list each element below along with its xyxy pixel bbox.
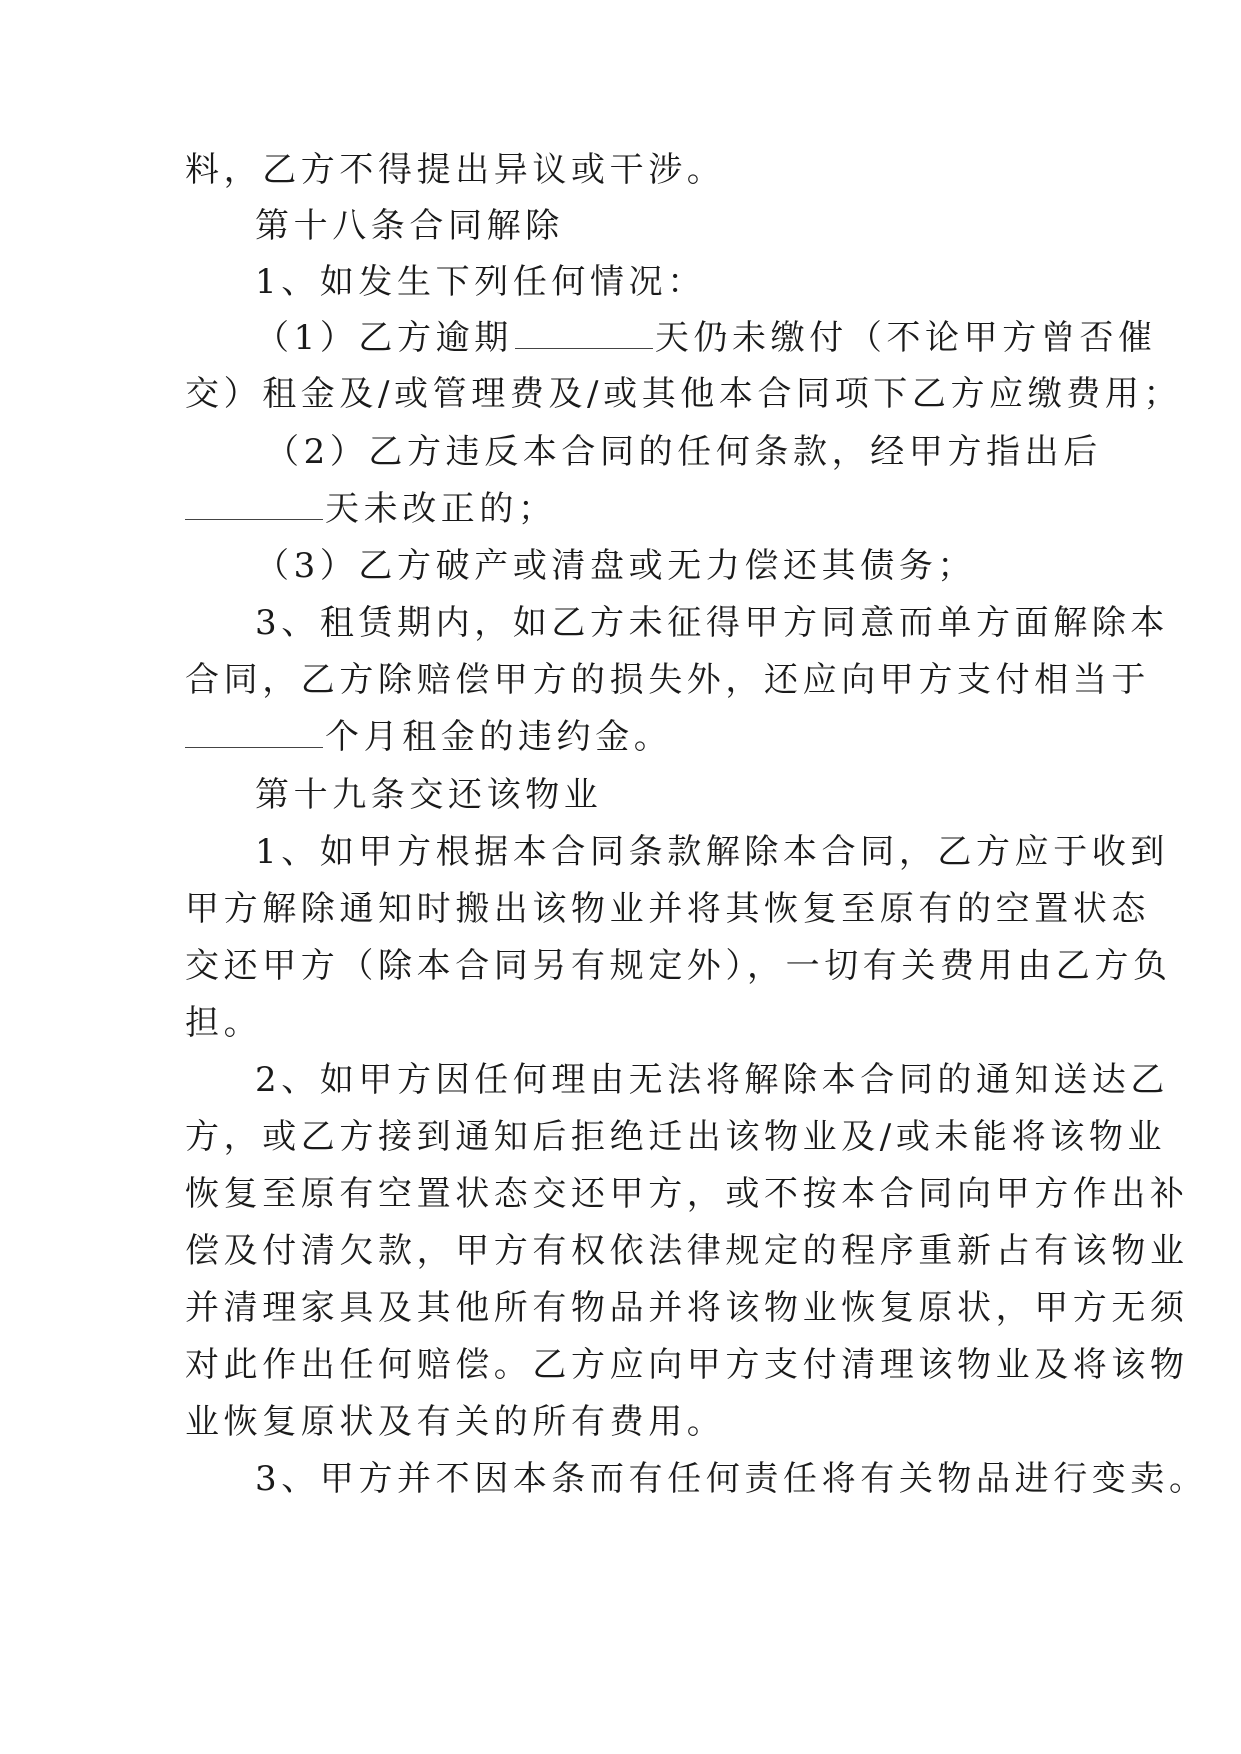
text-line xyxy=(185,1117,1166,1157)
line-text: 方，或乙方接到通知后拒绝迁出该物业及/或未能将该物业 xyxy=(185,1117,1167,1157)
text-line xyxy=(255,262,706,302)
line-text: 3、甲方并不因本条而有任何责任将有关物品进行变卖。 xyxy=(255,1459,1208,1499)
text-line xyxy=(185,889,1150,929)
text-line xyxy=(265,432,1102,472)
text-line xyxy=(185,717,672,757)
text-line xyxy=(185,1288,1189,1328)
line-text: 3、租赁期内，如乙方未征得甲方同意而单方面解除本 xyxy=(255,603,1170,643)
text-line xyxy=(185,374,1182,414)
line-text: 第十九条交还该物业 xyxy=(255,775,603,815)
text-line xyxy=(185,1345,1189,1385)
text-line xyxy=(185,946,1172,986)
line-text: 交）租金及/或管理费及/或其他本合同项下乙方应缴费用； xyxy=(185,374,1183,414)
line-text: 交还甲方（除本合同另有规定外），一切有关费用由乙方负 xyxy=(185,946,1172,986)
line-text: 业恢复原状及有关的所有费用。 xyxy=(185,1402,726,1442)
line-text: 料，乙方不得提出异议或干涉。 xyxy=(185,150,726,190)
line-text: 天仍未缴付（不论甲方曾否催 xyxy=(654,318,1157,358)
line-text: 天未改正的； xyxy=(325,489,557,529)
text-line xyxy=(255,1459,1208,1499)
text-line xyxy=(255,318,1157,358)
line-text: 担。 xyxy=(185,1003,263,1043)
line-text: 1、如发生下列任何情况： xyxy=(255,262,706,302)
line-text: 恢复至原有空置状态交还甲方，或不按本合同向甲方作出补 xyxy=(185,1174,1189,1214)
line-text: 第十八条合同解除 xyxy=(255,206,564,246)
text-line xyxy=(185,150,725,190)
text-line xyxy=(255,603,1169,643)
line-text: 对此作出任何赔偿。乙方应向甲方支付清理该物业及将该物 xyxy=(185,1345,1189,1385)
blank-field xyxy=(185,493,323,520)
text-line xyxy=(185,1402,725,1442)
blank-field xyxy=(515,322,653,349)
line-text: 并清理家具及其他所有物品并将该物业恢复原状，甲方无须 xyxy=(185,1288,1189,1328)
text-line xyxy=(185,660,1150,700)
line-text: 甲方解除通知时搬出该物业并将其恢复至原有的空置状态 xyxy=(185,889,1150,929)
text-line xyxy=(185,1003,262,1043)
line-text: 合同，乙方除赔偿甲方的损失外，还应向甲方支付相当于 xyxy=(185,660,1150,700)
line-text: 2、如甲方因任何理由无法将解除本合同的通知送达乙 xyxy=(255,1060,1170,1100)
section-heading xyxy=(255,206,564,246)
text-line xyxy=(185,1231,1189,1271)
line-text: （1）乙方逾期 xyxy=(255,318,513,358)
text-line xyxy=(185,489,557,529)
line-text: 个月租金的违约金。 xyxy=(325,717,673,757)
line-text: （2）乙方违反本合同的任何条款，经甲方指出后 xyxy=(265,432,1102,472)
line-text: 1、如甲方根据本合同条款解除本合同，乙方应于收到 xyxy=(255,832,1170,872)
line-text: 偿及付清欠款，甲方有权依法律规定的程序重新占有该物业 xyxy=(185,1231,1189,1271)
text-line xyxy=(185,1174,1189,1214)
text-line xyxy=(255,832,1169,872)
line-text: （3）乙方破产或清盘或无力偿还其债务； xyxy=(255,546,977,586)
text-line xyxy=(255,546,976,586)
blank-field xyxy=(185,721,323,748)
section-heading xyxy=(255,775,602,815)
text-line xyxy=(255,1060,1169,1100)
